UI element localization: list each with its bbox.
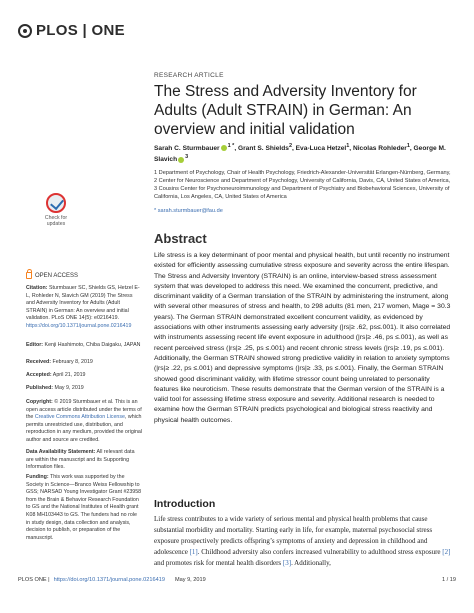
- intro-text-d: . Additionally,: [291, 559, 331, 567]
- citation-label: Citation:: [26, 285, 48, 291]
- page-footer: [18, 577, 456, 583]
- check-icon: [46, 193, 66, 213]
- introduction-heading: Introduction: [154, 498, 216, 510]
- editor-block: [26, 342, 142, 350]
- intro-text-a: Life stress contributes to a wide variety of serious mental and physical health problems that cause substantial morbidity and mortality. Starting early in life, for example, maternal psychosocial stress exposure prospectively predicts offspring’s symptoms of anxiety and depression in childhood and adolescence: [154, 515, 433, 556]
- logo-text: PLOS | ONE: [36, 22, 125, 39]
- introduction-text: [154, 514, 454, 569]
- plos-one-logo[interactable]: [18, 22, 125, 39]
- open-access-text: OPEN ACCESS: [35, 272, 79, 279]
- check-for-updates-badge[interactable]: [36, 193, 76, 239]
- footer-doi-link[interactable]: https://doi.org/10.1371/journal.pone.0216419: [53, 577, 165, 583]
- published-text: May 9, 2019: [53, 385, 84, 391]
- article-title: The Stress and Adversity Inventory for Adults (Adult STRAIN) in German: An overview and initial validation: [154, 83, 417, 138]
- author-name[interactable]: , Grant S. Shields: [234, 145, 289, 153]
- published-label: Published:: [26, 385, 54, 391]
- citation-text: Sturmbauer SC, Shields GS, Hetzel E-L, Rohleder N, Slavich GM (2019) The Stress and Adversity Inventory for Adults (Adult STRAIN) in German: An overview and initial validation. PLoS ONE 14(5): e0216419.: [26, 285, 140, 322]
- published-block: [26, 385, 142, 393]
- orcid-icon[interactable]: [178, 157, 184, 163]
- open-lock-icon: [26, 272, 32, 279]
- received-text: February 8, 2019: [51, 359, 93, 365]
- copyright-text-2: , which permits unrestricted use, distribution, and reproduction in any medium, provided the original author and source are credited.: [26, 414, 143, 443]
- author-affil-marker: 2: [288, 143, 292, 149]
- funding-label: Funding:: [26, 474, 49, 480]
- editor-label: Editor:: [26, 342, 44, 348]
- data-availability-label: Data Availability Statement:: [26, 449, 96, 455]
- data-availability-block: [26, 449, 142, 472]
- abstract-heading: Abstract: [154, 231, 207, 246]
- orcid-icon[interactable]: [221, 145, 227, 151]
- accepted-text: April 21, 2019: [51, 372, 86, 378]
- accepted-label: Accepted:: [26, 372, 52, 378]
- intro-text-b: . Childhood adversity also confers increased vulnerability to adulthood stress exposure: [197, 548, 443, 556]
- author-list: [154, 142, 454, 164]
- citation-ref-1[interactable]: [1]: [189, 548, 198, 556]
- copyright-label: Copyright:: [26, 399, 53, 405]
- editor-text: Kenji Hashimoto, Chiba Daigaku, JAPAN: [43, 342, 141, 348]
- affiliations: 1 Department of Psychology, Chair of Health Psychology, Friedrich-Alexander-Universität Erlangen-Nürnberg, Germany, 2 Center for Neuroscience and Department of Psychology, University of California, Davis, CA, United States of America, 3 Cousins Center for Psychoneuroimmunology and Department of Psychiatry and Biobehavioral Sciences, University of California, Los Angeles, CA, United States of America: [154, 170, 451, 200]
- abstract-text: Life stress is a key determinant of poor mental and physical health, but until recently no instrument existed for efficiently assessing cumulative stress exposure and severity across the entire lifespan. The Stress and Adversity Inventory (STRAIN) is an online, interview-based stress assessment system that was developed to address this need. We examined the concurrent, predictive, and discriminant validity of a German translation of the STRAIN by administering the instrument, along with several other measures of stress and health, to 298 adults (81 men, 217 women, Mage = 30.3 years). The German STRAIN demonstrated excellent concurrent validity, as evidenced by associations with other instruments assessing early adversity (|rs|≥ .62, ps≤.001). It also correlated with instruments assessing recent life event exposure in adulthood (|rs|≥ .46, ps ≤.001), as well as recent perceived stress (|rs|≥ .25, ps ≤.001) and recent chronic stress levels (|rs|≥ .19, ps ≤.001). Additionally, the German STRAIN showed strong predictive validity in relation to anxiety symptoms (|rs|≥ .22, ps ≤.001) and depressive symptoms (|rs|≥ .33, ps ≤.001). Finally, the German STRAIN showed good discriminant validity, with lifetime stressor count being unrelated to personality features like neuroticism. These results demonstrate that the German version of the STRAIN is a valid tool for assessing lifetime stress exposure and severity. Additional research is needed to examine how the German STRAIN predicts psychological and biological stress reactivity and physical health outcomes.: [154, 252, 451, 424]
- received-label: Received:: [26, 359, 52, 365]
- author-affil-marker: 1: [346, 143, 350, 149]
- open-access-label: [26, 272, 78, 279]
- accepted-block: [26, 372, 142, 380]
- data-availability-text: All relevant data are within the manuscript and its Supporting Information files.: [26, 449, 135, 471]
- citation-ref-3[interactable]: [3]: [282, 559, 292, 567]
- license-link[interactable]: Creative Commons Attribution License: [34, 414, 125, 421]
- intro-text-c: and promotes risk for mental health disorders: [154, 559, 283, 567]
- article-type: RESEARCH ARTICLE: [154, 72, 224, 79]
- page-number: 1 / 19: [442, 577, 456, 583]
- author-name[interactable]: , Nicolas Rohleder: [349, 145, 407, 153]
- copyright-block: [26, 399, 142, 445]
- author-affil-marker: 1 *: [227, 143, 235, 149]
- citation-ref-2[interactable]: [2]: [442, 548, 451, 556]
- plos-logo-icon: [18, 24, 32, 38]
- author-name[interactable]: , Eva-Luca Hetzel: [292, 145, 347, 153]
- author-affil-marker: 1: [406, 143, 410, 149]
- copyright-text: © 2019 Sturmbauer et al. This is an open access article distributed under the terms of the: [26, 399, 142, 421]
- funding-block: [26, 474, 142, 542]
- citation-doi-link[interactable]: https://doi.org/10.1371/journal.pone.0216419: [26, 322, 132, 329]
- received-block: [26, 359, 142, 367]
- citation-block: [26, 285, 142, 331]
- funding-text: This work was supported by the Society in Science—Branco Weiss Fellowship to GSS; NARSAD Young Investigator Grant #23958 from the Brain & Behavior Research Foundation to GS and the National Institutes of Health grant K08 MH103443 to GS. The funders had no role in study design, data collection and analysis, decision to publish, or preparation of the manuscript.: [26, 474, 142, 541]
- badge-label: Check for updates: [44, 215, 68, 227]
- author-name[interactable]: , George M. Slavich: [154, 145, 446, 164]
- author-name[interactable]: Sarah C. Sturmbauer: [154, 145, 220, 153]
- author-affil-marker: 3: [185, 154, 189, 161]
- footer-journal: PLOS ONE |: [18, 577, 50, 583]
- footer-date: May 9, 2019: [174, 577, 206, 583]
- corresponding-email[interactable]: * sarah.sturmbauer@fau.de: [154, 208, 223, 214]
